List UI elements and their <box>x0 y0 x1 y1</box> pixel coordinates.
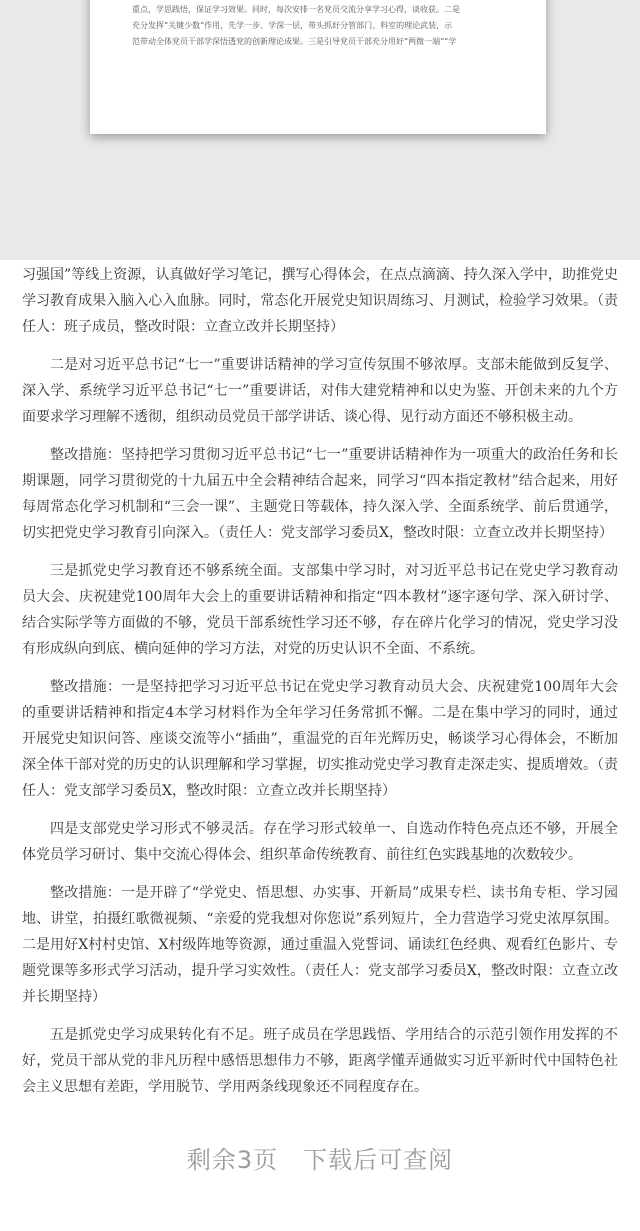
paragraph: 四是支部党史学习形式不够灵活。存在学习形式较单一、自选动作特色亮点还不够，开展全体党员学习研讨、集中交流心得体会、组织革命传统教育、前往红色实践基地的次数较少。 <box>22 821 618 863</box>
preview-line: 充分发挥“关键少数”作用，先学一步、学深一层，带头抓好分管部门、科室的理论武装，示 <box>132 21 453 30</box>
paragraph: 整改措施：坚持把学习贯彻习近平总书记“七一”重要讲话精神作为一项重大的政治任务和长期课题，同学习贯彻党的十九届五中全会精神结合起来，同学习“四本指定教材”结合起来，用好每周常态化学习机制和“三会一课”、主题党日等载体，持久深入学、全面系统学、前后贯通学，切实把党史学习教育引向深入。（责任人：党支部学习委员X，整改时限：立查立改并长期坚持） <box>22 447 618 541</box>
paragraph: 习强国”等线上资源，认真做好学习笔记，撰写心得体会，在点点滴滴、持久深入学中，助推党史学习教育成果入脑入心入血脉。同时，常态化开展党史知识周练习、月测试，检验学习效果。（责任人：班子成员，整改时限：立查立改并长期坚持） <box>22 267 618 335</box>
preview-snippet <box>132 2 524 50</box>
preview-line: 重点，学思践悟，保证学习效果。同时，每次安排一名党员交流分享学习心得，谈收获。二是 <box>132 5 460 14</box>
paragraph: 整改措施：一是坚持把学习习近平总书记在党史学习教育动员大会、庆祝建党100周年大会的重要讲话精神和指定4本学习材料作为全年学习任务常抓不懈。二是在集中学习的同时，通过开展党史知识问答、座谈交流等小“插曲”，重温党的百年光辉历史，畅谈学习心得体会，不断加深全体干部对党的历史的认识理解和学习掌握，切实推动党史学习教育走深走实、提质增效。（责任人：党支部学习委员X，整改时限：立查立改并长期坚持） <box>22 679 618 799</box>
paragraph: 五是抓党史学习成果转化有不足。班子成员在学思践悟、学用结合的示范引领作用发挥的不好，党员干部从党的非凡历程中感悟思想伟力不够，距离学懂弄通做实习近平新时代中国特色社会主义思想有差距，学用脱节、学用两条线现象还不同程度存在。 <box>22 1027 618 1095</box>
document-body <box>22 262 618 1112</box>
remaining-pages-link[interactable]: 剩余3页 下载后可查阅 <box>186 1146 454 1174</box>
paragraph: 二是对习近平总书记“七一”重要讲话精神的学习宣传氛围不够浓厚。支部未能做到反复学、深入学、系统学习近平总书记“七一”重要讲话，对伟大建党精神和以史为鉴、开创未来的九个方面要求学习理解不透彻，组织动员党员干部学讲话、谈心得、见行动方面还不够积极主动。 <box>22 357 618 425</box>
download-prompt[interactable] <box>0 1140 640 1175</box>
paragraph: 整改措施：一是开辟了“学党史、悟思想、办实事、开新局”成果专栏、读书角专柜、学习园地、讲堂，拍摄红歌微视频、“亲爱的党我想对你您说”系列短片，全力营造学习党史浓厚氛围。二是用好X村村史馆、X村级阵地等资源，通过重温入党誓词、诵读红色经典、观看红色影片、专题党课等多形式学习活动，提升学习实效性。（责任人：党支部学习委员X，整改时限：立查立改并长期坚持） <box>22 885 618 1005</box>
preview-area <box>0 0 640 260</box>
paragraph: 三是抓党史学习教育还不够系统全面。支部集中学习时，对习近平总书记在党史学习教育动员大会、庆祝建党100周年大会上的重要讲话精神和指定“四本教材”逐字逐句学、深入研讨学、结合实际学等方面做的不够，党员干部系统性学习还不够，存在碎片化学习的情况，党史学习没有形成纵向到底、横向延伸的学习方法，对党的历史认识不全面、不系统。 <box>22 563 618 657</box>
preview-line: 范带动全体党员干部学深悟透党的创新理论成果。三是引导党员干部充分用好“两微一端”“学 <box>132 37 457 46</box>
preview-page <box>90 0 546 134</box>
